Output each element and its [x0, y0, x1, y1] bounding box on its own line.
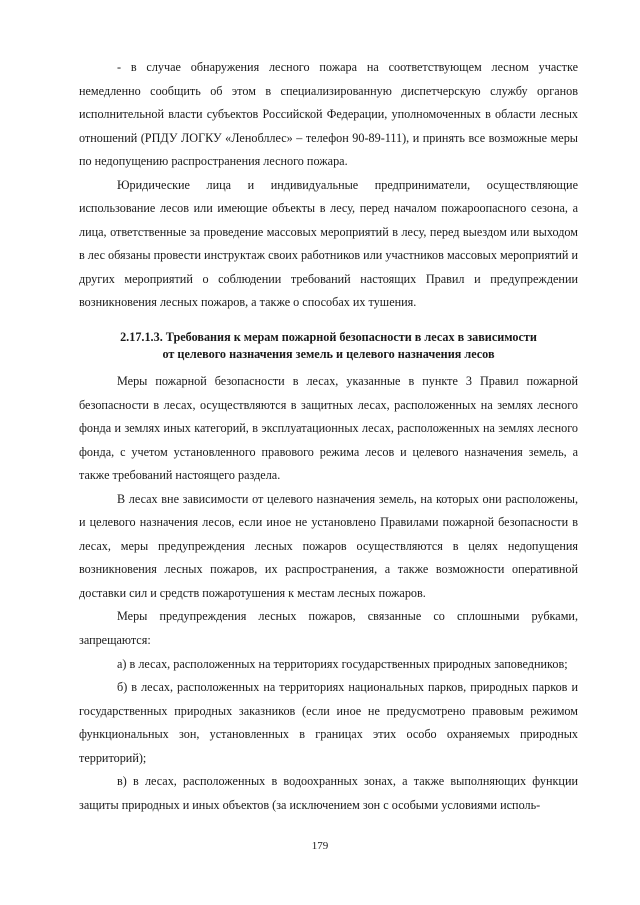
section-heading-line-2: от целевого назначения земель и целевого назначения лесов [162, 346, 495, 361]
paragraph-fire-safety-measures: Меры пожарной безопасности в лесах, указанные в пункте 3 Правил пожарной безопасности в лесах, осуществляются в защитных лесах, расположенных на землях лесного фонда и землях иных категорий, в эксплуатационных лесах, расположенных на землях лесного фонда, с учетом установленного правового режима лесов и целевого назначения земель, а также требований настоящего раздела. [79, 374, 578, 483]
section-heading-line-1: 2.17.1.3. Требования к мерам пожарной безопасности в лесах в зависимости [120, 330, 537, 345]
paragraph-forest-fire-report: - в случае обнаружения лесного пожара на соответствующем лесном участке немедленно сообщить об этом в специализированную диспетчерскую службу органов исполнительной власти субъектов Российской Федерации, уполномоченных в области лесных отношений (РПДУ ЛОГКУ «Ленобллес» – телефон 90-89-111), и принять все возможные меры по недопущению распространения лесного пожара. [79, 60, 578, 169]
page-number: 179 [311, 840, 329, 852]
list-item-b-national-parks: б) в лесах, расположенных на территориях национальных парков, природных парков и государственных природных заказников (если иное не предусмотрено правовым режимом функциональных зон, установленных в границах этих особо охраняемых природных территорий); [79, 680, 578, 765]
paragraph-clear-cutting-prohibited: Меры предупреждения лесных пожаров, связанные со сплошными рубками, запрещаются: [79, 609, 578, 648]
list-item-c-water-protection-zones: в) в лесах, расположенных в водоохранных зонах, а также выполняющих функции защиты природных и иных объектов (за исключением зон с особыми условиями исполь- [79, 774, 578, 812]
paragraph-prevention-purpose: В лесах вне зависимости от целевого назначения земель, на которых они расположены, и целевого назначения лесов, если иное не установлено Правилами пожарной безопасности в лесах, меры предупреждения лесных пожаров осуществляются в целях недопущения возникновения лесных пожаров, их распространения, а также возможности оперативной доставки сил и средств пожаротушения к местам лесных пожаров. [79, 491, 578, 600]
paragraph-legal-entities-instruction: Юридические лица и индивидуальные предприниматели, осуществляющие использование лесов или имеющие объекты в лесу, перед началом пожароопасного сезона, а лица, ответственные за проведение массовых мероприятий в лесу, перед выездом или выходом в лес обязаны провести инструктаж своих работников или участников массовых мероприятий и других мероприятий о соблюдении требований настоящих Правил и предупреждении возникновения лесных пожаров, а также о способах их тушения. [79, 177, 578, 310]
list-item-a-reserves: а) в лесах, расположенных на территориях государственных природных заповедников; [117, 656, 568, 671]
section-heading [79, 329, 578, 362]
page-content [79, 56, 578, 817]
